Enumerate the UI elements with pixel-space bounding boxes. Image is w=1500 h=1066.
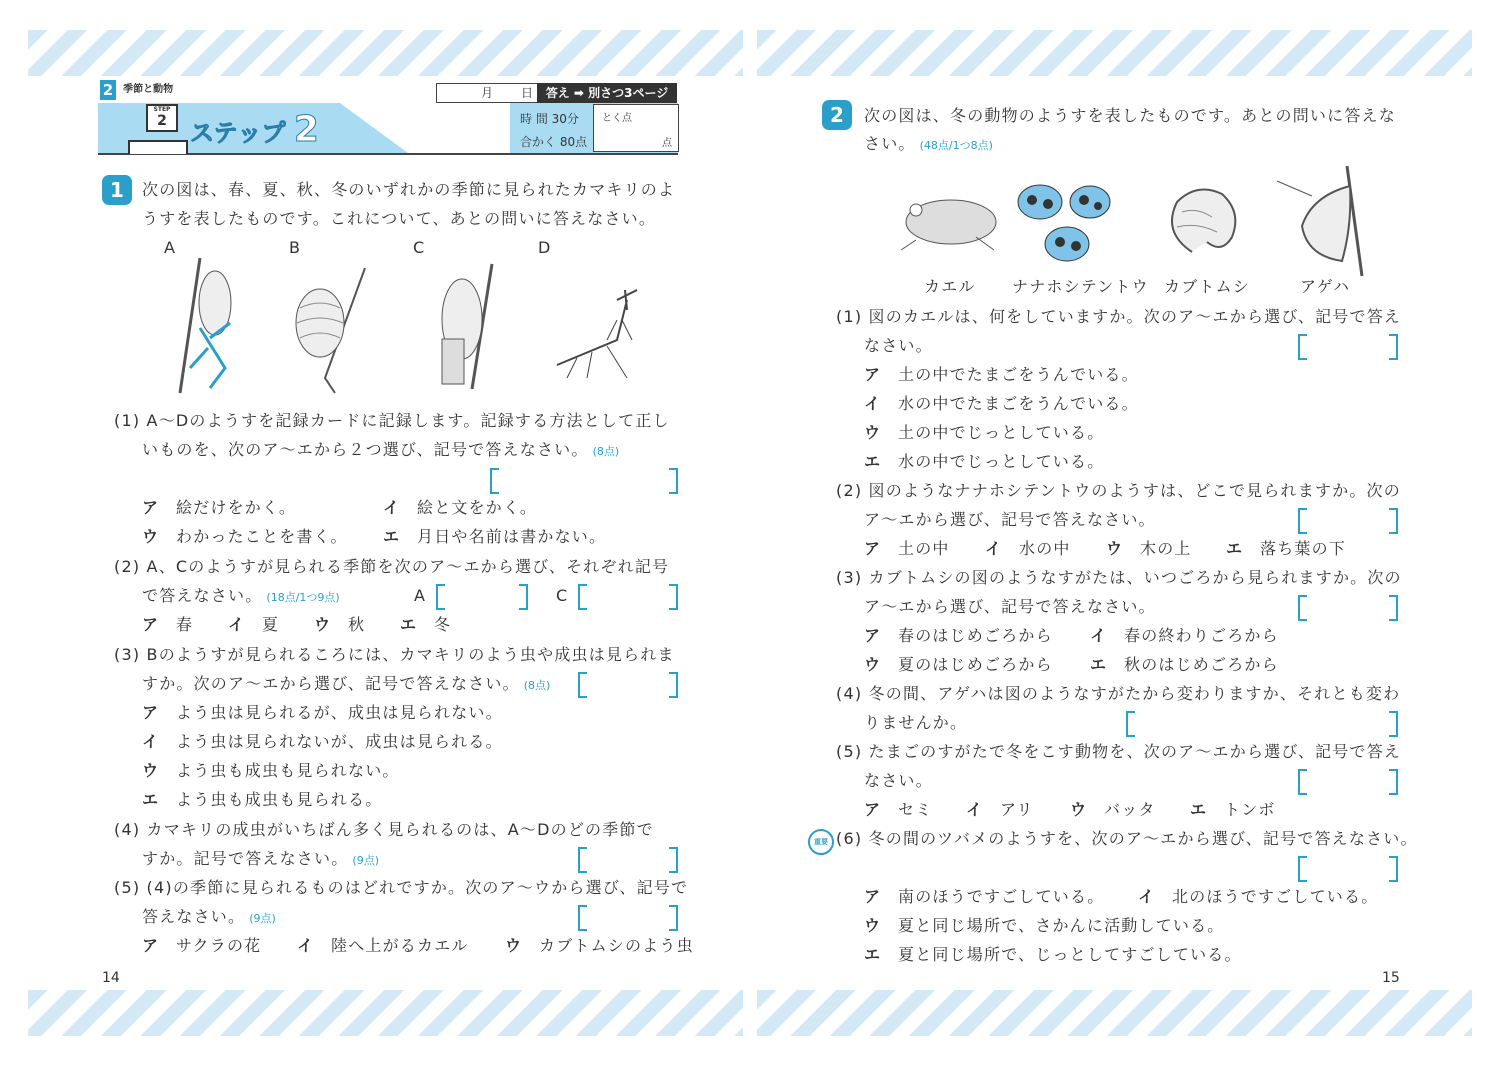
step-flag-small: STEP: [153, 106, 171, 113]
q2-2-option-b-text: 水の中: [1019, 539, 1071, 558]
q1-3-answer-box[interactable]: [578, 672, 678, 696]
q1-1-option-a: [142, 498, 296, 518]
q1-1-option-a-text: 絵だけをかく。: [176, 498, 297, 517]
q1-3-option-d-text: よう虫も成虫も見られる。: [176, 790, 383, 809]
answer-reference: 答え ➡ 別さつ3ページ: [537, 83, 677, 103]
step-title: [190, 110, 319, 153]
q1-5-option-b-text: 陸へ上がるカエル: [331, 936, 469, 955]
q2-5-option-c-key: ウ: [1070, 800, 1088, 819]
q2-1-text-1: (1) 図のカエルは、何をしていますか。次のア～エから選び、記号で答え: [836, 307, 1402, 326]
q1-2-option-b-text: 夏: [262, 615, 280, 634]
q2-5-option-c: [1070, 800, 1156, 820]
q2-5-option-b-text: アリ: [1000, 800, 1034, 819]
q1-2-option-d-key: エ: [400, 615, 418, 634]
q2-2-option-d-key: エ: [1226, 539, 1244, 558]
q1-5-option-a-text: サクラの花: [176, 936, 262, 955]
frog-illustration: [896, 192, 996, 252]
q2-6-option-c-text: 夏と同じ場所で、さかんに活動している。: [898, 916, 1225, 935]
q1-1-option-b-key: イ: [383, 498, 401, 517]
fig-label-beetle: カブトムシ: [1164, 277, 1251, 296]
q1-3-option-b: [142, 732, 503, 752]
mantis-d-illustration: [547, 280, 647, 380]
fig-label-d: D: [538, 238, 552, 257]
fig-label-b: B: [289, 238, 302, 257]
q1-5-option-b: [297, 936, 469, 956]
q1-2-option-a-text: 春: [176, 615, 194, 634]
question-1-number: 1: [102, 175, 132, 205]
step-flag-number: 2: [157, 113, 167, 129]
q2-3-option-b: [1090, 626, 1279, 646]
fig-label-ladybug: ナナホシテントウ: [1012, 277, 1149, 296]
q2-1-option-b: [864, 394, 1139, 414]
q1-3-option-d: [142, 790, 382, 810]
q2-5-option-c-text: バッタ: [1104, 800, 1156, 819]
question-2-number: 2: [822, 100, 852, 130]
q1-1-option-d: [383, 527, 606, 547]
q2-5-option-d: [1190, 800, 1276, 820]
q2-3-option-a-key: ア: [864, 626, 882, 645]
beetle-larva-illustration: [1162, 182, 1242, 262]
q1-5-option-c-key: ウ: [505, 936, 523, 955]
q2-2-text-1: (2) 図のようなナナホシテントウのようすは、どこで見られますか。次の: [836, 481, 1401, 500]
q2-text-2: [864, 134, 993, 156]
q1-1-points: (8点): [592, 445, 620, 458]
q1-1-option-d-key: エ: [383, 527, 401, 546]
q1-5-text-1: (5) (4)の季節に見られるものはどれですか。次のア～ウから選び、記号で: [114, 878, 689, 897]
q1-1-answer-box[interactable]: [490, 468, 678, 492]
step-podium: [128, 140, 188, 154]
q1-1-option-c-text: わかったことを書く。: [176, 527, 348, 546]
q2-2-option-a: [864, 539, 950, 559]
q2-1-text-2: なさい。: [864, 336, 933, 355]
q2-5-option-d-text: トンボ: [1224, 800, 1276, 819]
q1-4-text-2-body: すか。記号で答えなさい。: [142, 849, 349, 868]
step-title-text: ステップ: [190, 119, 286, 147]
q2-6-option-d-key: エ: [864, 945, 882, 964]
q1-5-text-2-body: 答えなさい。: [142, 907, 246, 926]
q2-1-option-d-text: 水の中でじっとしている。: [898, 452, 1105, 471]
q1-5-option-b-key: イ: [297, 936, 315, 955]
q2-3-option-d: [1090, 655, 1279, 675]
q2-6-option-d: [864, 945, 1242, 965]
q2-3-option-a-text: 春のはじめごろから: [898, 626, 1053, 645]
q1-5-answer-box[interactable]: [578, 905, 678, 929]
q1-1-option-a-key: ア: [142, 498, 160, 517]
q2-6-text-1: (6) 冬の間のツバメのようすを、次のア～エから選び、記号で答えなさい。: [836, 829, 1418, 848]
mantis-b-illustration: [285, 268, 365, 398]
q1-3-option-d-key: エ: [142, 790, 160, 809]
q1-3-option-a-key: ア: [142, 703, 160, 722]
page-number-left: 14: [102, 970, 120, 986]
q1-1-option-b-text: 絵と文をかく。: [417, 498, 538, 517]
q2-5-answer-box[interactable]: [1298, 769, 1398, 793]
q1-2-option-b: [228, 615, 279, 635]
q2-2-answer-box[interactable]: [1298, 508, 1398, 532]
pass-label: 合かく 80点: [520, 135, 588, 149]
ladybug-illustration: [1012, 180, 1112, 265]
q2-6-option-c: [864, 916, 1224, 936]
date-day: 日: [521, 86, 534, 100]
q2-6-option-d-text: 夏と同じ場所で、じっとしてすごしている。: [898, 945, 1242, 964]
q1-4-points: (9点): [352, 854, 379, 867]
score-box: [593, 104, 679, 152]
date-box: [436, 83, 538, 103]
q2-3-option-c-text: 夏のはじめごろから: [898, 655, 1053, 674]
q2-3-option-d-text: 秋のはじめごろから: [1124, 655, 1279, 674]
q2-5-option-b-key: イ: [966, 800, 984, 819]
q1-5-option-a-key: ア: [142, 936, 160, 955]
q2-3-option-b-key: イ: [1090, 626, 1108, 645]
q2-1-option-b-text: 水の中でたまごをうんでいる。: [898, 394, 1139, 413]
score-unit: 点: [662, 138, 672, 149]
q2-2-option-a-key: ア: [864, 539, 882, 558]
q1-1-option-b: [383, 498, 537, 518]
q1-2-text-2-body: で答えなさい。: [142, 586, 263, 605]
q1-2-points: (18点/1つ9点): [266, 591, 340, 604]
q2-1-option-c: [864, 423, 1104, 443]
time-label: 時 間 30分: [520, 112, 579, 126]
fig-label-a: A: [164, 238, 177, 257]
q1-2-option-c-text: 秋: [348, 615, 366, 634]
q2-text-2-body: さい。: [864, 134, 916, 153]
q1-1-option-c: [142, 527, 348, 547]
q1-3-points: (8点): [523, 679, 551, 692]
q1-4-answer-box[interactable]: [578, 847, 678, 871]
q1-text-2: うすを表したものです。これについて、あとの問いに答えなさい。: [142, 209, 657, 228]
q1-4-text-1: (4) カマキリの成虫がいちばん多く見られるのは、A～Dのどの季節で: [114, 820, 654, 839]
fig-label-swallowtail: アゲハ: [1300, 277, 1351, 296]
q1-2-option-d: [400, 615, 451, 635]
q1-3-text-1: (3) Bのようすが見られるころには、カマキリのよう虫や成虫は見られま: [114, 645, 675, 664]
q2-1-option-b-key: イ: [864, 394, 882, 413]
q2-5-text-1: (5) たまごのすがたで冬をこす動物を、次のア～エから選び、記号で答え: [836, 742, 1402, 761]
q2-2-option-d-text: 落ち葉の下: [1260, 539, 1347, 558]
fig-label-frog: カエル: [924, 277, 976, 296]
q1-2-text-2: [142, 586, 340, 608]
page-number-right: 15: [1382, 970, 1400, 986]
date-month: 月: [481, 86, 494, 100]
q2-1-option-c-text: 土の中でじっとしている。: [898, 423, 1105, 442]
q2-5-option-d-key: エ: [1190, 800, 1208, 819]
q2-text-1: 次の図は、冬の動物のようすを表したものです。あとの問いに答えな: [864, 106, 1396, 125]
q1-5-option-a: [142, 936, 261, 956]
q2-4-answer-box[interactable]: [1126, 711, 1398, 735]
q1-4-text-2: [142, 849, 379, 871]
q1-2-option-c: [314, 615, 365, 635]
q1-2-option-a-key: ア: [142, 615, 160, 634]
q2-3-answer-box[interactable]: [1298, 595, 1398, 619]
q1-3-option-c: [142, 761, 400, 781]
q2-2-text-2: ア～エから選び、記号で答えなさい。: [864, 510, 1156, 529]
q2-5-text-2: なさい。: [864, 771, 933, 790]
q2-2-option-c-key: ウ: [1106, 539, 1124, 558]
q1-2-answer-box-c[interactable]: [578, 584, 678, 608]
q2-3-option-c-key: ウ: [864, 655, 882, 674]
q2-1-option-a-text: 土の中でたまごをうんでいる。: [898, 365, 1139, 384]
q1-1-text-2-body: いものを、次のア～エから２つ選び、記号で答えなさい。: [142, 440, 589, 459]
q2-2-option-b-key: イ: [985, 539, 1003, 558]
q2-4-text-2: りませんか。: [864, 713, 968, 732]
q2-6-option-a: [864, 887, 1104, 907]
q2-1-option-d: [864, 452, 1104, 472]
q2-2-option-c: [1106, 539, 1192, 559]
q2-5-option-a-text: セミ: [898, 800, 933, 819]
mantis-c-illustration: [432, 264, 502, 394]
q1-2-text-1: (2) A、Cのようすが見られる季節を次のア～エから選び、それぞれ記号: [114, 557, 670, 576]
q2-5-option-a-key: ア: [864, 800, 882, 819]
q1-1-option-c-key: ウ: [142, 527, 160, 546]
q2-6-option-b-text: 北のほうですごしている。: [1172, 887, 1379, 906]
q2-6-option-b: [1138, 887, 1378, 907]
q2-6-option-a-text: 南のほうですごしている。: [898, 887, 1105, 906]
q1-5-option-c: [505, 936, 694, 956]
q2-1-option-d-key: エ: [864, 452, 882, 471]
q2-2-option-c-text: 木の上: [1140, 539, 1192, 558]
chapter-tag: [100, 80, 173, 100]
q1-3-option-a-text: よう虫は見られるが、成虫は見られない。: [176, 703, 503, 722]
q2-6-option-c-key: ウ: [864, 916, 882, 935]
q1-3-option-b-text: よう虫は見られないが、成虫は見られる。: [176, 732, 503, 751]
q2-1-answer-box[interactable]: [1298, 334, 1398, 358]
q2-2-option-b: [985, 539, 1071, 559]
q2-3-text-2: ア～エから選び、記号で答えなさい。: [864, 597, 1156, 616]
q1-5-points: (9点): [249, 912, 276, 925]
q1-2-label-a: A: [414, 586, 427, 605]
q1-5-text-2: [142, 907, 276, 929]
q2-4-text-1: (4) 冬の間、アゲハは図のようなすがたから変わりますか、それとも変わ: [836, 684, 1401, 703]
q1-1-option-d-text: 月日や名前は書かない。: [417, 527, 607, 546]
q1-text-1: 次の図は、春、夏、秋、冬のいずれかの季節に見られたカマキリのよ: [142, 180, 676, 199]
q2-1-option-a: [864, 365, 1139, 385]
q1-3-text-2: [142, 674, 550, 696]
q1-2-answer-box-a[interactable]: [436, 584, 528, 608]
q1-1-text-2: [142, 440, 619, 462]
q1-2-option-a: [142, 615, 193, 635]
q1-3-option-b-key: イ: [142, 732, 160, 751]
q2-1-option-a-key: ア: [864, 365, 882, 384]
q1-2-option-d-text: 冬: [434, 615, 452, 634]
q2-5-option-b: [966, 800, 1034, 820]
step-flag: [146, 104, 178, 132]
q1-3-text-2-body: すか。次のア～エから選び、記号で答えなさい。: [142, 674, 520, 693]
q2-3-text-1: (3) カブトムシの図のようなすがたは、いつごろから見られますか。次の: [836, 568, 1402, 587]
swallowtail-pupa-illustration: [1272, 166, 1362, 276]
right-page: [750, 0, 1500, 1066]
q2-6-option-a-key: ア: [864, 887, 882, 906]
chapter-title: 季節と動物: [123, 84, 174, 95]
q1-3-option-c-text: よう虫も成虫も見られない。: [176, 761, 400, 780]
q2-3-option-d-key: エ: [1090, 655, 1108, 674]
q1-2-option-c-key: ウ: [314, 615, 332, 634]
q2-2-option-a-text: 土の中: [898, 539, 950, 558]
q2-6-option-b-key: イ: [1138, 887, 1156, 906]
score-label: とく点: [602, 113, 632, 124]
chapter-number: 2: [100, 80, 116, 100]
q2-3-option-b-text: 春の終わりごろから: [1124, 626, 1279, 645]
important-badge: 重要: [808, 829, 834, 855]
q1-5-option-c-text: カブトムシのよう虫: [539, 936, 694, 955]
q1-1-text-1: (1) A～Dのようすを記録カードに記録します。記録する方法として正し: [114, 411, 670, 430]
q2-3-option-c: [864, 655, 1053, 675]
mantis-a-illustration: [170, 258, 250, 398]
q1-3-option-c-key: ウ: [142, 761, 160, 780]
q2-2-option-d: [1226, 539, 1346, 559]
q2-6-answer-box[interactable]: [1298, 856, 1398, 880]
q2-1-option-c-key: ウ: [864, 423, 882, 442]
fig-label-c: C: [413, 238, 426, 257]
q2-points: (48点/1つ8点): [919, 139, 993, 152]
q2-5-option-a: [864, 800, 932, 820]
q1-2-option-b-key: イ: [228, 615, 246, 634]
q1-2-label-c: C: [556, 586, 569, 605]
q2-3-option-a: [864, 626, 1053, 646]
step-title-number: 2: [293, 109, 319, 150]
q1-3-option-a: [142, 703, 503, 723]
